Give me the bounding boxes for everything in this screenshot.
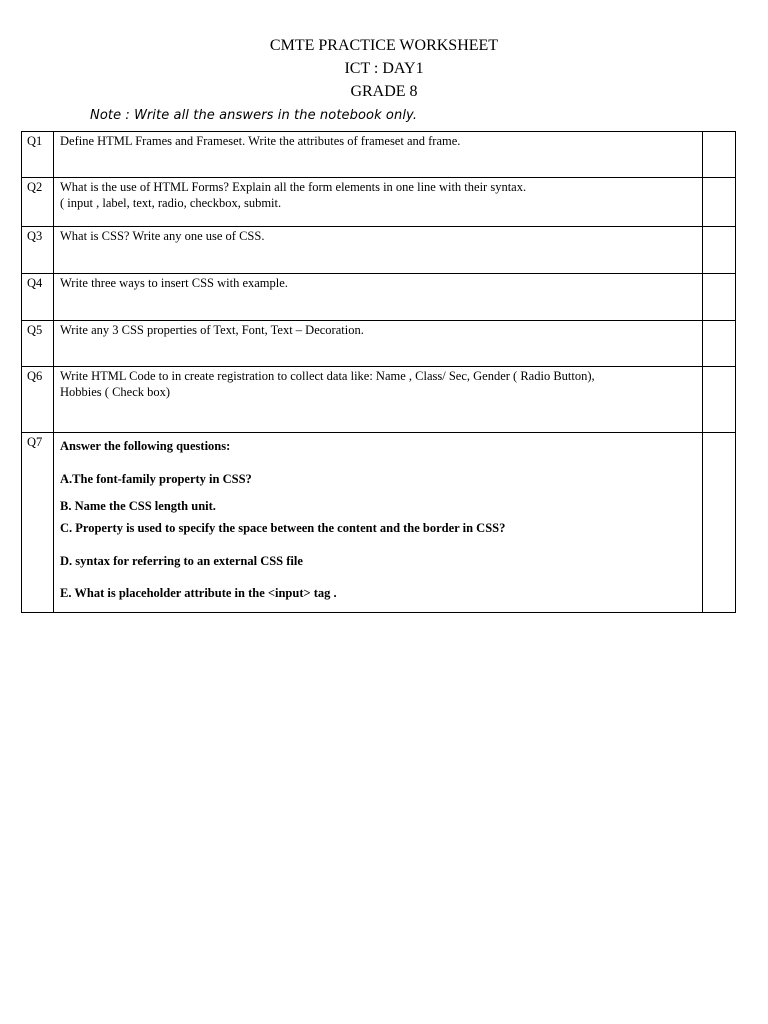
questions-table xyxy=(21,131,736,613)
question-text xyxy=(54,178,703,227)
question-text xyxy=(54,367,703,433)
subquestion-c: C. Property is used to specify the space between the content and the border in CSS? xyxy=(60,521,506,535)
marks-cell xyxy=(703,367,736,433)
question-line: What is CSS? Write any one use of CSS. xyxy=(60,229,265,243)
question-number: Q1 xyxy=(22,132,54,178)
question-line: Write any 3 CSS properties of Text, Font, Text – Decoration. xyxy=(60,323,364,337)
worksheet-grade: GRADE 8 xyxy=(350,83,418,100)
subquestion-e: E. What is placeholder attribute in the <input> tag . xyxy=(60,586,337,600)
question-row-q1 xyxy=(22,132,736,178)
marks-cell xyxy=(703,274,736,321)
question-text xyxy=(54,433,703,613)
marks-cell xyxy=(703,132,736,178)
marks-cell xyxy=(703,178,736,227)
question-row-q6 xyxy=(22,367,736,433)
question-number: Q5 xyxy=(22,321,54,367)
question-text xyxy=(54,321,703,367)
worksheet-subject: ICT : DAY1 xyxy=(344,60,424,77)
question-line: What is the use of HTML Forms? Explain all the form elements in one line with their syntax. xyxy=(60,180,527,194)
question-row-q2 xyxy=(22,178,736,227)
question-line: Write three ways to insert CSS with example. xyxy=(60,276,288,290)
question-number: Q4 xyxy=(22,274,54,321)
question-line: Hobbies ( Check box) xyxy=(60,385,171,399)
question-number: Q2 xyxy=(22,178,54,227)
marks-cell xyxy=(703,433,736,613)
question-text xyxy=(54,274,703,321)
subquestion-b: B. Name the CSS length unit. xyxy=(60,499,216,513)
subquestion-a: A.The font-family property in CSS? xyxy=(60,472,252,486)
worksheet-header xyxy=(0,34,768,103)
question-number: Q6 xyxy=(22,367,54,433)
question-line: ( input , label, text, radio, checkbox, submit. xyxy=(60,196,282,210)
worksheet-title: CMTE PRACTICE WORKSHEET xyxy=(269,37,499,54)
question-text xyxy=(54,227,703,274)
question-line: Define HTML Frames and Frameset. Write the attributes of frameset and frame. xyxy=(60,134,461,148)
question-row-q5 xyxy=(22,321,736,367)
subquestion-d: D. syntax for referring to an external CSS file xyxy=(60,554,303,568)
question-row-q4 xyxy=(22,274,736,321)
worksheet-note: Note : Write all the answers in the notebook only. xyxy=(90,108,418,123)
marks-cell xyxy=(703,227,736,274)
question-row-q7 xyxy=(22,433,736,613)
subquestion-intro: Answer the following questions: xyxy=(60,439,231,453)
question-number: Q7 xyxy=(22,433,54,613)
question-text xyxy=(54,132,703,178)
question-line: Write HTML Code to in create registration to collect data like: Name , Class/ Sec, Gender ( Radio Button), xyxy=(60,369,595,383)
question-row-q3 xyxy=(22,227,736,274)
marks-cell xyxy=(703,321,736,367)
question-number: Q3 xyxy=(22,227,54,274)
